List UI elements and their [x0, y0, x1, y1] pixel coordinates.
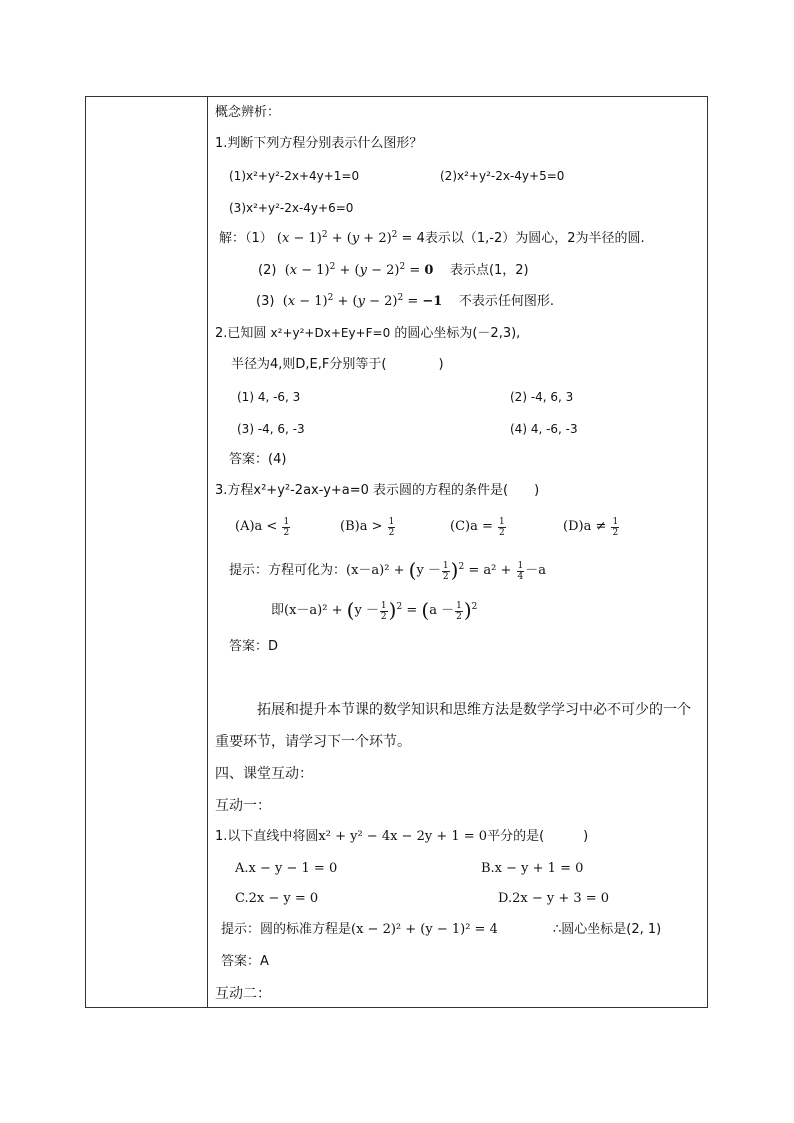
interaction-hint-center: ∴圆心坐标是(2, 1) — [553, 922, 662, 937]
sol1-equation: $(x - 1)^2 + (y + 2)^2$ = — [276, 230, 417, 246]
q3-opt-c-label: (C)a = — [450, 519, 493, 534]
sol3-equation: $(x - 1)^2 + (y - 2)^2 = -1$ — [278, 293, 443, 309]
interaction-answer: 答案：A — [221, 954, 269, 969]
interaction-opt-b: B.x − y + 1 = 0 — [481, 861, 584, 876]
q3-hint: 提示：方程可化为：(x－a)² + (y － $\frac{1}{2}$ )$^2$ = a² + $\frac{1}{4}$ －a — [229, 558, 546, 582]
interaction-opt-c: C.2x − y = 0 — [235, 891, 319, 906]
q2-line1-a: 2.已知圆 — [215, 326, 267, 341]
q3-opt-a-label: (A)a < — [235, 519, 278, 534]
q1-eq3: (3)x²+y²-2x-4y+6=0 — [229, 201, 354, 215]
interaction-heading: 四、课堂互动： — [215, 766, 313, 782]
interaction-q1-eq: x² + y² − 4x − 2y + 1 = 0 — [318, 829, 488, 844]
concept-heading: 概念辨析： — [215, 105, 281, 120]
q2-opt1: (1) 4, -6, 3 — [237, 390, 301, 404]
q3-hint-simplified: 即(x－a)² + (y － $\frac{1}{2}$ )$^2$ = (a － $\frac{1}{2}$ )$^2$ — [271, 598, 478, 622]
sol-prefix: 解：（1） — [219, 231, 273, 246]
interaction-sub1: 互动一： — [215, 798, 271, 814]
fraction-one-half: $\frac{1}{2}$ — [612, 517, 619, 538]
interaction-opt-d: D.2x − y + 3 = 0 — [498, 891, 610, 906]
sol2-equation: $(x - 1)^2 + (y - 2)^2 = 0$ — [280, 262, 434, 278]
q2-opt2: (2) -4, 6, 3 — [510, 390, 574, 404]
q3-opt-d — [563, 517, 620, 538]
q3-hint-label: 提示：方程可化为： — [229, 563, 347, 578]
fraction-one-half: $\frac{1}{2}$ — [456, 601, 462, 622]
sol3-prefix: (3) — [256, 294, 275, 309]
q2-line2: 半径为4,则D,E,F分别等于( ) — [231, 357, 444, 372]
extension-line2: 重要环节，请学习下一个环节。 — [215, 734, 411, 750]
interaction-hint-eq: (x − 2)² + (y − 1)² = 4 — [351, 922, 498, 937]
interaction-q1-prefix: 1.以下直线中将圆 — [215, 829, 319, 844]
q2-line1 — [215, 324, 520, 343]
q3-opt-b-label: (B)a > — [340, 519, 383, 534]
q3-title: 3.方程x²+y²-2ax-y+a=0 表示圆的方程的条件是( ) — [215, 483, 540, 498]
q3-answer: 答案：D — [229, 639, 279, 654]
fraction-one-half: $\frac{1}{2}$ — [380, 601, 387, 622]
sol1-text: 4表示以（1,-2）为圆心，2为半径的圆. — [416, 231, 645, 246]
q1-solution-3 — [256, 293, 554, 311]
q1-eq2: (2)x²+y²-2x-4y+5=0 — [440, 169, 565, 183]
interaction-q1-suffix: 平分的是( ) — [487, 829, 589, 844]
fraction-one-half: $\frac{1}{2}$ — [283, 517, 290, 538]
column-divider — [207, 96, 208, 1008]
q3-opt-c — [450, 517, 507, 538]
q2-opt4: (4) 4, -6, -3 — [510, 422, 578, 436]
interaction-q1 — [215, 828, 588, 846]
q3-opt-a — [235, 517, 291, 538]
q1-solution-1 — [219, 230, 645, 248]
fraction-one-half: $\frac{1}{2}$ — [499, 517, 505, 538]
q3-opt-b — [340, 517, 396, 538]
q3-ji-label: 即 — [271, 603, 285, 618]
interaction-hint — [221, 921, 498, 939]
q2-line1-eq: x²+y²+Dx+Ey+F=0 — [270, 326, 391, 340]
q2-line1-b: 的圆心坐标为(－2,3), — [394, 326, 521, 341]
fraction-one-half: $\frac{1}{2}$ — [442, 561, 449, 582]
sol2-text: 表示点(1，2) — [449, 263, 529, 278]
sol3-text: 不表示任何图形. — [458, 294, 554, 309]
interaction-opt-a: A.x − y − 1 = 0 — [235, 861, 338, 876]
interaction-hint-prefix: 提示：圆的标准方程是 — [221, 922, 352, 937]
fraction-one-quarter: $\frac{1}{4}$ — [517, 561, 524, 582]
q3-opt-d-label: (D)a ≠ — [563, 519, 607, 534]
fraction-one-half: $\frac{1}{2}$ — [388, 517, 395, 538]
q2-opt3: (3) -4, 6, -3 — [237, 422, 305, 436]
q1-solution-2 — [258, 262, 529, 280]
sol2-prefix: (2) — [258, 263, 277, 278]
interaction-sub2: 互动二： — [215, 986, 271, 1002]
q2-answer: 答案：(4) — [229, 452, 287, 467]
q1-title: 1.判断下列方程分别表示什么图形？ — [215, 136, 423, 151]
q1-eq1: (1)x²+y²-2x+4y+1=0 — [229, 169, 360, 183]
extension-line1: 拓展和提升本节课的数学知识和思维方法是数学学习中必不可少的一个 — [257, 702, 691, 718]
